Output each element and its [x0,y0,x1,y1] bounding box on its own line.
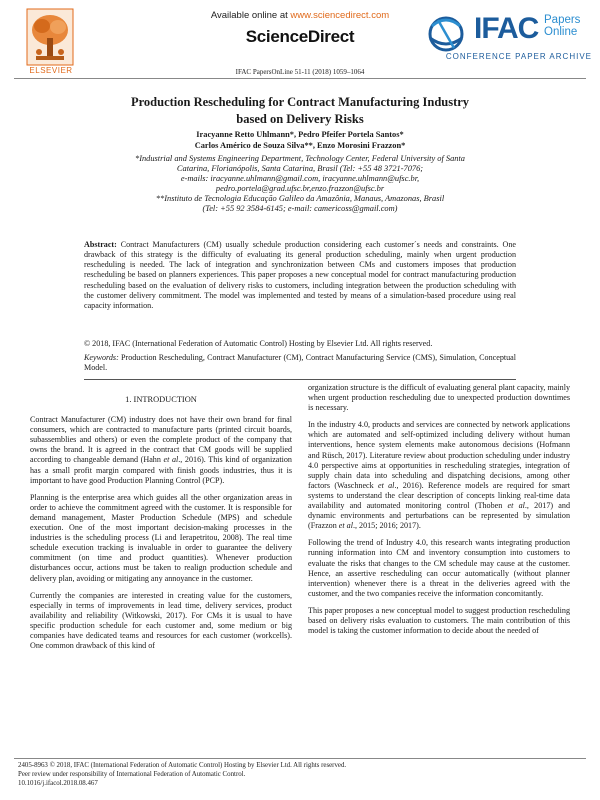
ifac-wordmark: IFAC [474,12,539,45]
footer-issn-line: 2405-8963 © 2018, IFAC (International Federation of Automatic Control) Hosting by Elsevier Ltd. All rights reserved. [18,762,347,769]
et-al: et al [338,521,353,531]
authors-line-1: Iracyanne Retto Uhlmann*, Pedro Pfeifer Portela Santos* [196,130,404,139]
conference-archive-tagline: CONFERENCE PAPER ARCHIVE [445,52,592,61]
paragraph [308,420,570,531]
affiliation-line: *Industrial and Systems Engineering Department, Technology Center, Federal University of Santa [135,154,465,163]
abstract-divider [84,379,516,380]
elsevier-wordmark: ELSEVIER [29,66,73,75]
abstract-label: Abstract: [84,240,117,249]
paragraph: This paper proposes a new conceptual model to suggest production rescheduling based on delivery risks evaluation to customers. The main contribution of this model is taking the customer information to decide about the needed of [308,605,570,636]
keywords-label: Keywords: [84,353,119,362]
footer-doi[interactable]: 10.1016/j.ifacol.2018.08.467 [18,780,98,787]
sciencedirect-link[interactable]: www.sciencedirect.com [290,10,390,21]
left-column [30,386,292,658]
text-run: In the industry 4.0, products and services are connected by network applications which are automated and self-optimized including delivery without human interventions, hence system elements make autonomous decisions (Hofmann and Rüsch, 2017). Literature review about production scheduling under industry 4.0 perspective aims at opportunities in rescheduling strategies, integration of supply chain data into scheduling and dispatching decisions, among other factors (Waschneck [308,420,570,490]
abstract-text: Contract Manufacturers (CM) usually schedule production considering each customer´s needs and constraints. One drawback of this strategy is the difficulty of evaluating its general production scheduling, mainly when urgent production rescheduling is needed. The lack of integration and synchronization between CMs and customers imposes that production rescheduling be based on planners experiences. This paper proposes a new conceptual model for contract manufacturing production rescheduling based on the evaluation of delivery risks to customers, including integration between the production scheduling with the customer delivery commitment. The model was implemented and tested by means of a simulation-based procedure using real capacity information. [84,240,516,310]
journal-reference: IFAC PapersOnLine 51-11 (2018) 1059–1064 [235,68,365,76]
keywords [84,353,516,373]
abstract [84,240,516,311]
section-heading-introduction: 1. INTRODUCTION [125,395,197,404]
ifac-globe-logo [418,16,474,52]
authors-line-2: Carlos Américo de Souza Silva**, Enzo Morosini Frazzon* [194,141,406,150]
title-line-2: based on Delivery Risks [236,112,364,126]
et-al: et al [507,501,525,511]
keywords-text: Production Rescheduling, Contract Manufacturer (CM), Contract Manufacturing Service (CMS), Simulation, Conceptual Model. [84,353,516,373]
text-run: ., 2016). Reference models are required for smart systems to understand the clear description of concepts linking real-time data availability and automated monitoring control (Thoben [308,480,570,511]
paragraph: Currently the companies are interested in creating value for the customers, especially in terms of improvements in lead time, delivery services, product availability and reliability (Witkowski, 2017). For CMs it is usual to have specific production schedule for each customer and, some medium or big companies have dedicated teams and resources for each customer (workcells). One common drawback of this kind of [30,590,292,651]
paragraph: Following the trend of Industry 4.0, this research wants integrating production running information into CM and inventory consumption into customers to evaluate the risks that changes to the CM schedule may cause at the customer. Hence, an assertive rescheduling can occur automatically (without planner intervention) whenever there is a threat in the deliveries agreed with the customer, and the two companies receive the information concomitantly. [308,538,570,598]
affiliation-line: e-mails: iracyanne.uhlmann@gmail.com, iracyanne.uhlmann@ufsc.br, [180,174,420,183]
paragraph [30,415,292,486]
papers-online-wordmark [544,14,580,38]
header-divider [14,78,586,79]
sciencedirect-title: ScienceDirect [245,27,355,46]
footer-peer-review-line: Peer review under responsibility of International Federation of Automatic Control. [18,771,246,778]
affiliation-line: pedro.portela@grad.ufsc.br,enzo.frazzon@ufsc.br [215,184,385,193]
copyright-notice: © 2018, IFAC (International Federation of Automatic Control) Hosting by Elsevier Ltd. All rights reserved. [84,339,433,348]
et-al: et al [377,480,395,490]
title-line-1: Production Rescheduling for Contract Manufacturing Industry [130,95,470,109]
affiliation-line: Catarina, Florianópolis, Santa Catarina, Brasil (Tel: +55 48 3721-7076; [176,164,424,173]
paragraph: Planning is the enterprise area which guides all the other organization areas in order to achieve the commitment agreed with the customer. It is responsible for demand management, Master Production Schedule (MPS) and schedule execution. One of the most important decision-making processes in the industries is the scheduling process (Li and Ierapetritou, 2008). The real time schedule execution tracking is invaluable in order to guarantee the delivery commitment (on time and product quantities). Whenever production disturbances occur, actions must be taken to realign production schedule and delivery plan, avoiding or mitigating any annoyance in the customer. [30,492,292,583]
right-column [308,383,570,643]
text-run: ., 2015; 2016; 2017). [352,521,421,531]
et-al: et al [163,455,179,465]
paragraph: organization structure is the difficult of evaluating general plant capacity, mainly when urgent production rescheduling due to unexpected production downtimes is necessary. [308,383,570,413]
text-run: ., 2016). This kind of organization has a small profit margin compared with finish goods industries, thus it is important to have good Production Planning Control (PCP). [30,455,292,485]
text-run: Contract Manufacturer (CM) industry does not have their own brand for final consumers, which are contracted to manufacture parts (printed circuit boards, subassemblies and others) or even the complete product of the company that owns the brand. It is agreed in the contract that CM goods will be supplied according to changeable demand (Hahn [30,415,292,465]
papers-word: Papers [544,14,581,26]
affiliation-line: (Tel: +55 92 3584-6145; e-mail: camericoss@gmail.com) [202,204,398,213]
paper-title [60,94,540,128]
available-prefix: Available online at [210,10,291,21]
online-word: Online [544,26,578,38]
text-run: ., 2017) and dynamic environments and perturbations can be represented by simulation (Frazzon [308,501,570,531]
footer-divider [14,758,586,759]
affiliation-line: **Instituto de Tecnologia Educação Galileo da Amazônia, Manaus, Amazonas, Brasil [155,194,445,203]
